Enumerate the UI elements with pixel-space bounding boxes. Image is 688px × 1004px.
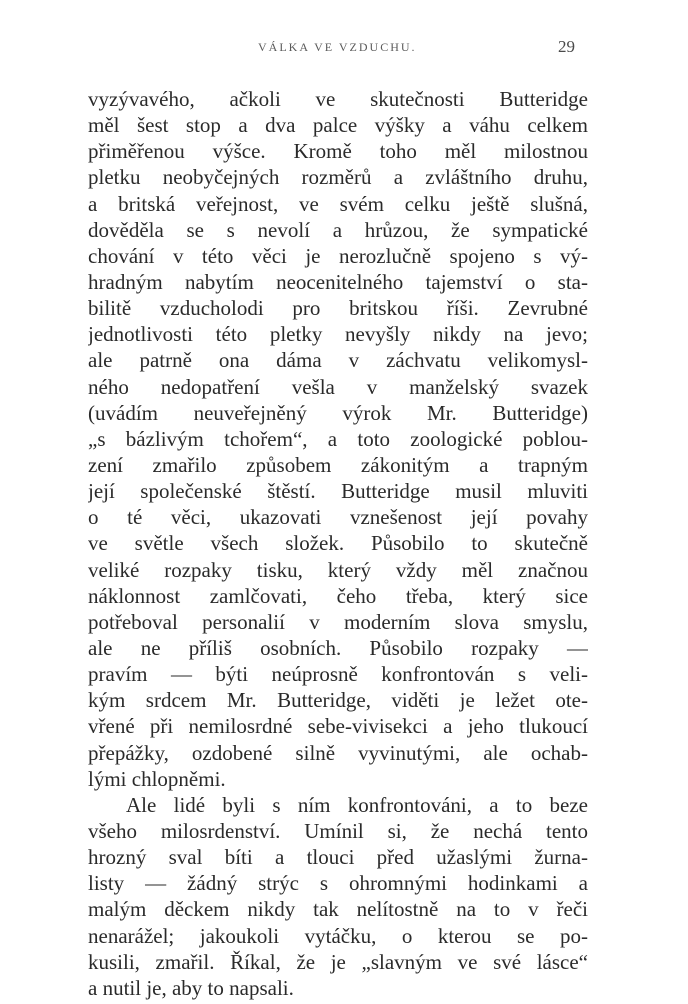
text-line: listy — žádný strýc s ohromnými hodinkami a: [88, 871, 588, 896]
text-line: o té věci, ukazovati vznešenost její povahy: [88, 505, 588, 530]
running-header: [0, 37, 688, 60]
text-line: a nutil je, aby to napsali.: [88, 975, 294, 1000]
text-line: pravím — býti neúprosně konfrontován s veli-: [88, 662, 588, 687]
text-line: přiměřenou výšce. Kromě toho měl milostnou: [88, 139, 588, 164]
running-title: VÁLKA VE VZDUCHU.: [258, 40, 417, 54]
text-line: přepážky, ozdobené silně vyvinutými, ale ochab-: [88, 740, 588, 765]
text-line: dověděla se s nevolí a hrůzou, že sympatické: [88, 217, 588, 242]
text-line: její společenské štěstí. Butteridge musil mluviti: [88, 479, 588, 504]
text-line: hrozný sval bíti a tlouci před užaslými žurna-: [88, 845, 588, 870]
text-line: ale ne příliš osobních. Působilo rozpaky —: [88, 635, 588, 660]
text-line: malým děckem nikdy tak nelítostně na to v řeči: [88, 897, 588, 922]
text-line: náklonnost zamlčovati, čeho třeba, který sice: [88, 583, 588, 608]
text-line: všeho milosrdenství. Umínil si, že nechá tento: [88, 818, 588, 843]
text-line: Ale lidé byli s ním konfrontováni, a to beze: [126, 792, 588, 817]
text-line: měl šest stop a dva palce výšky a váhu celkem: [88, 113, 588, 138]
page-number: 29: [558, 37, 575, 56]
text-line: pletku neobyčejných rozměrů a zvláštního druhu,: [88, 165, 588, 190]
text-line: vyzývavého, ačkoli ve skutečnosti Butteridge: [88, 87, 588, 111]
text-line: vřené při nemilosrdné sebe-vivisekci a jeho tlukoucí: [88, 714, 588, 739]
text-line: ného nedopatření vešla v manželský svazek: [88, 374, 588, 399]
text-line: „s bázlivým tchořem“, a toto zoologické poblou-: [88, 426, 588, 451]
text-line: ve světle všech složek. Působilo to skutečně: [88, 531, 588, 556]
text-line: ale patrně ona dáma v záchvatu velikomysl-: [88, 348, 588, 373]
text-line: jednotlivosti této pletky nevyšly nikdy na jevo;: [88, 322, 588, 347]
paragraph-2: [88, 792, 588, 1001]
text-line: nenarážel; jakoukoli vytáčku, o kterou se po-: [88, 923, 588, 948]
text-line: lými chlopněmi.: [88, 766, 226, 791]
text-line: kým srdcem Mr. Butteridge, viděti je ležet ote-: [88, 688, 588, 713]
body-text: [88, 86, 588, 1001]
text-line: zení zmařilo způsobem zákonitým a trapným: [88, 452, 588, 477]
text-line: a britská veřejnost, ve svém celku ještě slušná,: [88, 191, 588, 216]
text-line: (uvádím neuveřejněný výrok Mr. Butteridge): [88, 400, 588, 425]
text-line: potřeboval personalií v moderním slova smyslu,: [88, 609, 588, 634]
text-line: kusili, zmařil. Říkal, že je „slavným ve své lásce“: [88, 949, 588, 974]
text-line: hradným nabytím neocenitelného tajemství o sta-: [88, 269, 588, 294]
paragraph-1: [88, 86, 588, 792]
text-line: bilitě vzducholodi pro britskou říši. Zevrubné: [88, 296, 588, 321]
text-line: chování v této věci je nerozlučně spojeno s vý-: [88, 243, 588, 268]
text-line: veliké rozpaky tisku, který vždy měl značnou: [88, 557, 588, 582]
